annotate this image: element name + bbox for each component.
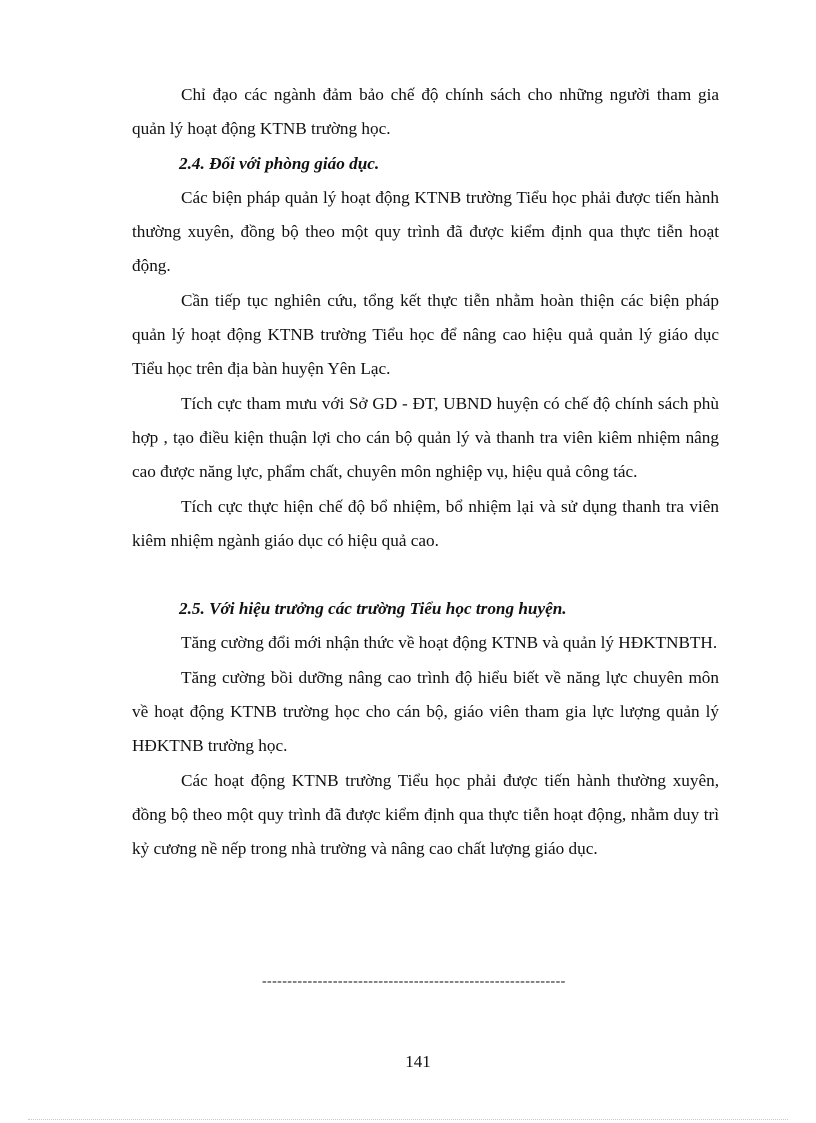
body-text xyxy=(132,78,719,867)
paragraph: Tăng cường đổi mới nhận thức về hoạt động KTNB và quản lý HĐKTNBTH. xyxy=(181,633,718,653)
section-heading-2-4: 2.4. Đối với phòng giáo dục. xyxy=(179,153,380,173)
paragraph: Các biện pháp quản lý hoạt động KTNB trường Tiểu học phải được tiến hành thường xuyên, đồng bộ theo một quy trình đã được kiểm định qua thực tiễn hoạt động. xyxy=(132,187,719,276)
paragraph: Tích cực tham mưu với Sở GD - ĐT, UBND huyện có chế độ chính sách phù hợp , tạo điều kiện thuận lợi cho cán bộ quản lý và thanh tra viên kiêm nhiệm nâng cao được năng lực, phẩm chất, chuyên môn nghiệp vụ, hiệu quả công tác. xyxy=(132,393,719,482)
paragraph: Cần tiếp tục nghiên cứu, tổng kết thực tiễn nhằm hoàn thiện các biện pháp quản lý hoạt động KTNB trường Tiểu học để nâng cao hiệu quả quản lý giáo dục Tiểu học trên địa bàn huyện Yên Lạc. xyxy=(132,290,719,379)
section-heading-2-5: 2.5. Với hiệu trưởng các trường Tiểu học trong huyện. xyxy=(179,599,567,619)
page-number: 141 xyxy=(405,1052,431,1071)
dashed-separator: ------------------------------------------------------------ xyxy=(262,974,566,989)
paragraph: Tăng cường bồi dưỡng nâng cao trình độ hiểu biết về năng lực chuyên môn về hoạt động KTNB trường học cho cán bộ, giáo viên tham gia lực lượng quản lý HĐKTNB trường học. xyxy=(132,667,719,756)
page-bottom-border xyxy=(28,1119,788,1120)
paragraph: Tích cực thực hiện chế độ bổ nhiệm, bổ nhiệm lại và sử dụng thanh tra viên kiêm nhiệm ngành giáo dục có hiệu quả cao. xyxy=(132,496,719,550)
paragraph: Chỉ đạo các ngành đảm bảo chế độ chính sách cho những người tham gia quản lý hoạt động KTNB trường học. xyxy=(132,85,719,139)
section-spacer xyxy=(132,558,719,592)
paragraph: Các hoạt động KTNB trường Tiểu học phải được tiến hành thường xuyên, đồng bộ theo một quy trình đã được kiểm định qua thực tiễn hoạt động, nhằm duy trì kỷ cương nề nếp trong nhà trường và nâng cao chất lượng giáo dục. xyxy=(132,770,719,859)
